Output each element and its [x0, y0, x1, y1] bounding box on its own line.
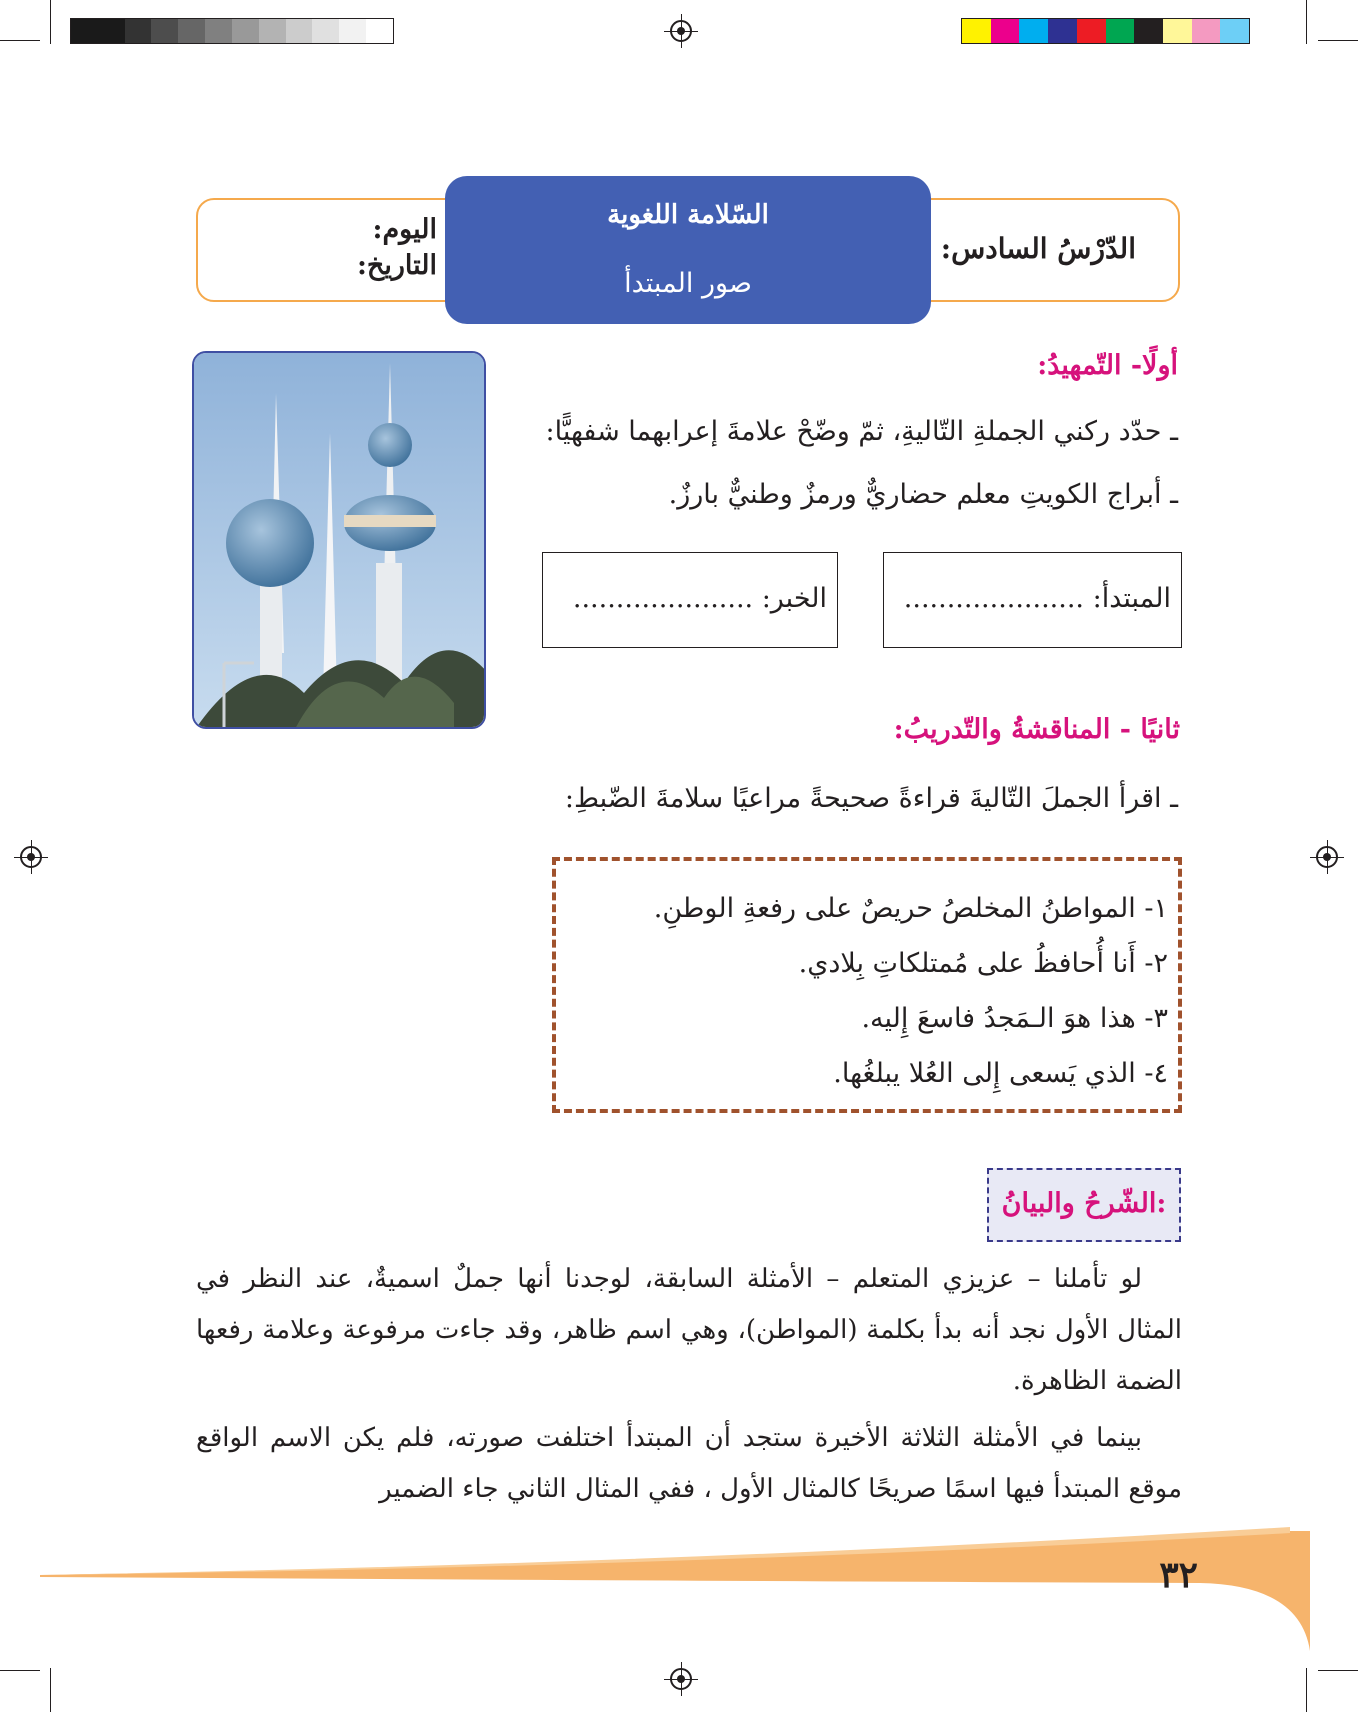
- khabar-answer-box[interactable]: [542, 552, 838, 648]
- example-sentence-1: ١- المواطنُ المخلصُ حريصٌ على رفعةِ الوطنِ.: [653, 893, 1168, 924]
- discussion-instruction: ـ اقرأ الجملَ التّاليةَ قراءةً صحيحةً مراعيًا سلامةَ الضّبطِ:: [564, 783, 1178, 814]
- explanation-paragraph-2: [196, 1413, 1182, 1515]
- mubtada-answer-box[interactable]: [883, 552, 1182, 648]
- discussion-section-title: ثانيًا - المناقشةُ والتّدريبُ:: [893, 714, 1180, 745]
- explanation-text-1: لو تأملنا – عزيزي المتعلم – الأمثلة السابقة، لوجدنا أنها جملٌ اسميةٌ، عند النظر في المثال الأول نجد أنه بدأ بكلمة (المواطن)، وهي اسم ظاهر، وقد جاءت مرفوعة وعلامة رفعها الضمة الظاهرة.: [196, 1264, 1182, 1396]
- intro-section-title: أولًا- التّمهيدُ:: [1037, 350, 1178, 381]
- registration-mark-icon: [670, 20, 692, 42]
- crop-mark: [0, 1670, 40, 1671]
- topic-title: السّلامة اللغوية: [607, 200, 769, 230]
- day-label: اليوم:: [372, 214, 437, 245]
- crop-mark: [50, 0, 51, 44]
- grayscale-calibration-bar: [70, 18, 394, 44]
- khabar-label: الخبر: .....................: [572, 583, 827, 614]
- intro-instruction: ـ حدّد ركني الجملةِ التّاليةِ، ثمّ وضّحْ علامةَ إعرابهما شفهيًّا:: [545, 416, 1178, 447]
- crop-mark: [50, 1668, 51, 1712]
- color-calibration-bar: [961, 18, 1250, 44]
- lesson-number-label: الدّرْسُ السادس:: [940, 232, 1136, 265]
- explanation-paragraph-1: [196, 1254, 1182, 1407]
- example-sentence-2: ٢- أَنا أُحافظُ على مُمتلكاتِ بِلادي.: [798, 948, 1168, 979]
- lesson-topic-banner: [445, 176, 931, 324]
- intro-sentence: ـ أبراج الكويتِ معلم حضاريٌّ ورمزٌ وطنيٌّ بارزٌ.: [668, 479, 1178, 510]
- page-number: ٣٢: [1159, 1554, 1198, 1596]
- date-label: التاريخ:: [356, 250, 437, 281]
- kuwait-towers-photo: [192, 351, 486, 729]
- example-sentence-4: ٤- الذي يَسعى إِلى العُلا يبلغُها.: [833, 1058, 1168, 1089]
- registration-mark-icon: [1316, 846, 1338, 868]
- kuwait-towers-illustration: [194, 353, 486, 729]
- topic-subtitle: صور المبتدأ: [624, 268, 752, 299]
- example-sentence-3: ٣- هذا هوَ الـمَجدُ فاسعَ إِليه.: [861, 1003, 1168, 1034]
- mubtada-label: المبتدأ: .....................: [903, 583, 1171, 614]
- registration-mark-icon: [20, 846, 42, 868]
- crop-mark: [0, 40, 40, 41]
- examples-list: [654, 881, 1168, 1101]
- explanation-text-2: بينما في الأمثلة الثلاثة الأخيرة ستجد أن المبتدأ اختلفت صورته، فلم يكن الاسم الواقع موقع المبتدأ فيها اسمًا صريحًا كالمثال الأول ، ففي المثال الثاني جاء الضمير: [196, 1423, 1182, 1504]
- examples-box: [552, 857, 1182, 1113]
- crop-mark: [1306, 0, 1307, 44]
- footer-band: [0, 1525, 1358, 1651]
- crop-mark: [1318, 40, 1358, 41]
- day-date-labels: [357, 212, 437, 284]
- registration-mark-icon: [670, 1668, 692, 1690]
- crop-mark: [1318, 1670, 1358, 1671]
- explanation-title: الشّرحُ والبيانُ:: [1001, 1188, 1167, 1219]
- crop-mark: [1306, 1668, 1307, 1712]
- explanation-title-box: [987, 1168, 1181, 1242]
